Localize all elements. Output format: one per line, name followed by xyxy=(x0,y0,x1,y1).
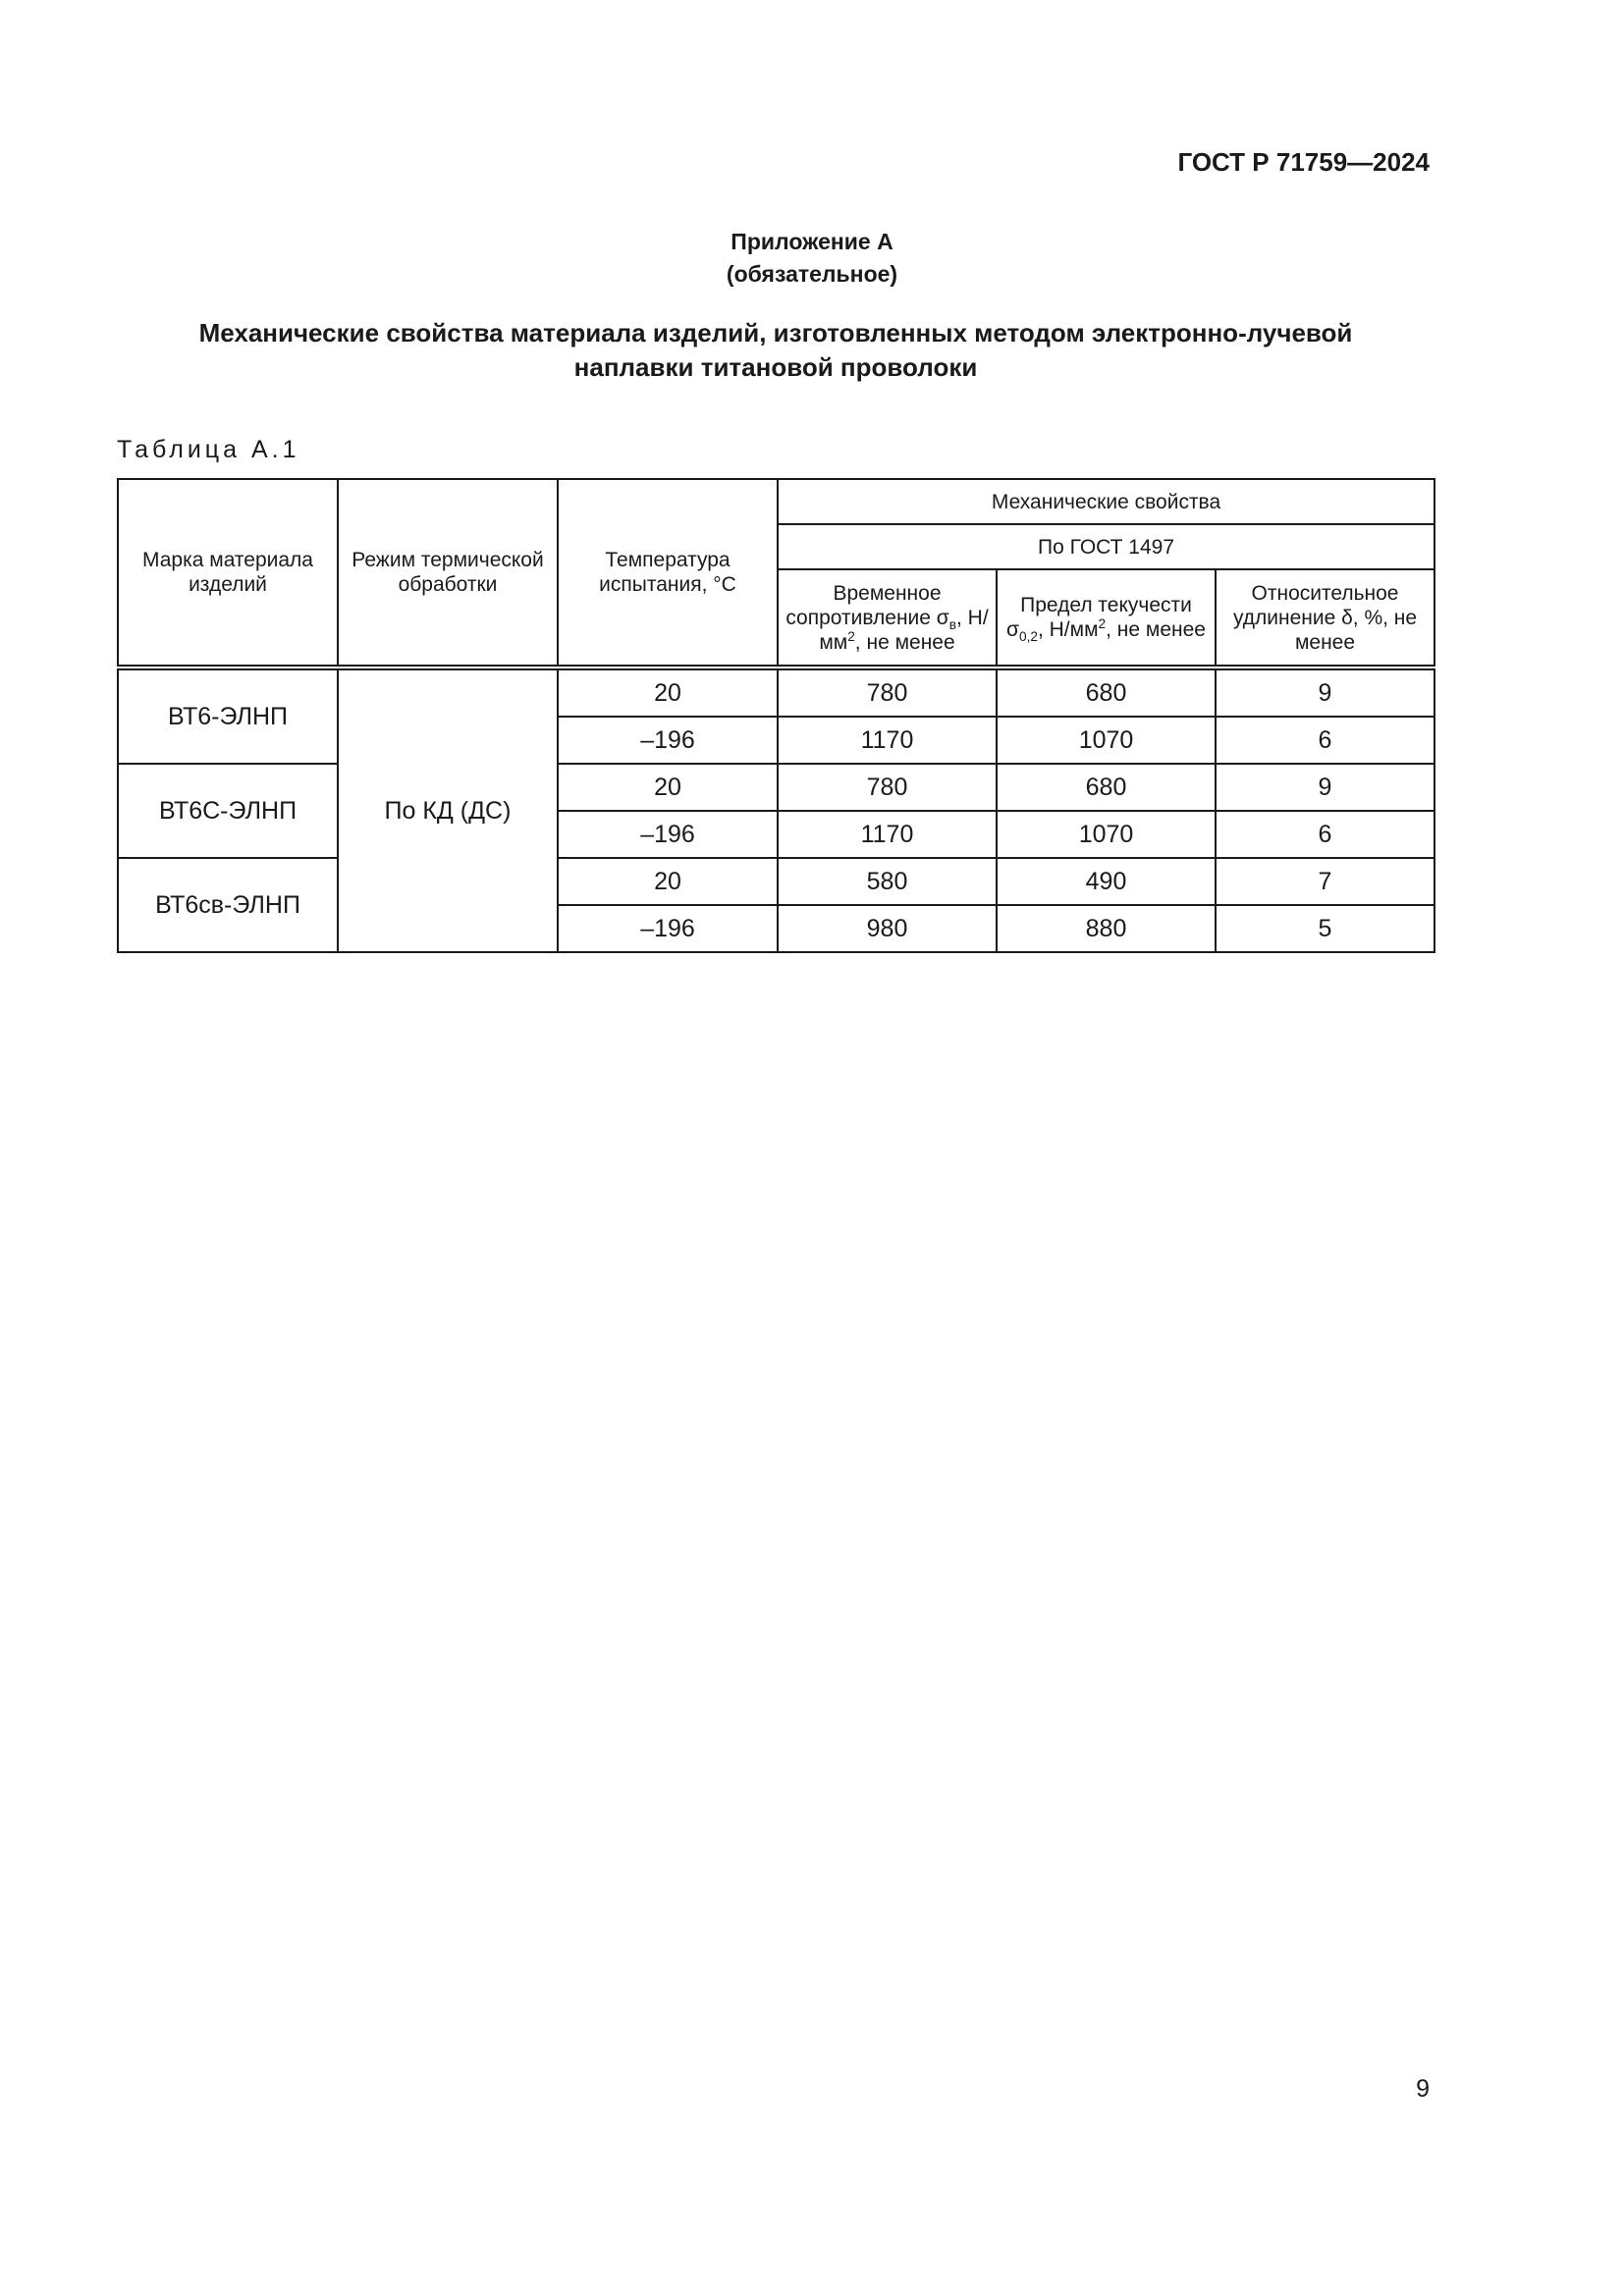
elongation-cell: 9 xyxy=(1216,667,1435,717)
yield-cell: 490 xyxy=(997,858,1216,905)
table-caption: Таблица А.1 xyxy=(117,436,300,463)
tensile-superscript: 2 xyxy=(847,628,855,644)
elongation-cell: 9 xyxy=(1216,764,1435,811)
tensile-cell: 780 xyxy=(778,764,997,811)
tensile-cell: 980 xyxy=(778,905,997,952)
header-elongation: Относительное удлинение δ, %, не менее xyxy=(1216,569,1435,667)
page-number: 9 xyxy=(1416,2075,1430,2103)
temperature-cell: –196 xyxy=(558,905,778,952)
document-title xyxy=(118,316,1434,385)
tensile-subscript: в xyxy=(948,616,957,632)
material-cell: ВТ6св-ЭЛНП xyxy=(118,858,338,952)
header-material: Марка материала изделий xyxy=(118,479,338,667)
material-cell: ВТ6С-ЭЛНП xyxy=(118,764,338,858)
header-standard: По ГОСТ 1497 xyxy=(778,524,1435,569)
standard-number: ГОСТ Р 71759—2024 xyxy=(1177,147,1430,177)
temperature-cell: 20 xyxy=(558,764,778,811)
document-title-line-1: Механические свойства материала изделий, изготовленных методом электронно-лучевой xyxy=(198,318,1353,347)
header-mechanical-properties: Механические свойства xyxy=(778,479,1435,524)
appendix-title: Приложение А xyxy=(731,229,893,254)
document-title-line-2: наплавки титановой проволоки xyxy=(573,352,978,382)
tensile-unit: , Н/мм xyxy=(819,606,989,654)
yield-subscript: 0,2 xyxy=(1019,629,1038,645)
table-row xyxy=(118,667,1435,717)
heat-treatment-cell: По КД (ДС) xyxy=(338,667,558,952)
tensile-cell: 1170 xyxy=(778,717,997,764)
elongation-cell: 5 xyxy=(1216,905,1435,952)
header-heat-treatment: Режим термической обработки xyxy=(338,479,558,667)
yield-cell: 1070 xyxy=(997,811,1216,858)
temperature-cell: 20 xyxy=(558,667,778,717)
yield-cell: 1070 xyxy=(997,717,1216,764)
table-row xyxy=(118,858,1435,905)
tensile-cell: 1170 xyxy=(778,811,997,858)
header-tensile-strength xyxy=(778,569,997,667)
table-row xyxy=(118,764,1435,811)
header-temperature: Температура испытания, °С xyxy=(558,479,778,667)
header-yield-strength xyxy=(997,569,1216,667)
appendix-heading xyxy=(0,226,1624,291)
tensile-note: , не менее xyxy=(854,630,955,654)
yield-cell: 880 xyxy=(997,905,1216,952)
temperature-cell: 20 xyxy=(558,858,778,905)
yield-unit: , Н/мм xyxy=(1037,618,1099,641)
mechanical-properties-table xyxy=(117,478,1435,953)
yield-note: , не менее xyxy=(1106,618,1206,641)
yield-cell: 680 xyxy=(997,667,1216,717)
temperature-cell: –196 xyxy=(558,717,778,764)
temperature-cell: –196 xyxy=(558,811,778,858)
tensile-cell: 780 xyxy=(778,667,997,717)
tensile-cell: 580 xyxy=(778,858,997,905)
tensile-label: Временное сопротивление σ xyxy=(785,581,949,629)
yield-superscript: 2 xyxy=(1098,616,1107,631)
yield-cell: 680 xyxy=(997,764,1216,811)
material-cell: ВТ6-ЭЛНП xyxy=(118,667,338,764)
appendix-status: (обязательное) xyxy=(726,261,898,287)
elongation-cell: 6 xyxy=(1216,811,1435,858)
elongation-cell: 7 xyxy=(1216,858,1435,905)
elongation-cell: 6 xyxy=(1216,717,1435,764)
yield-label: Предел текучести σ xyxy=(1006,594,1192,641)
